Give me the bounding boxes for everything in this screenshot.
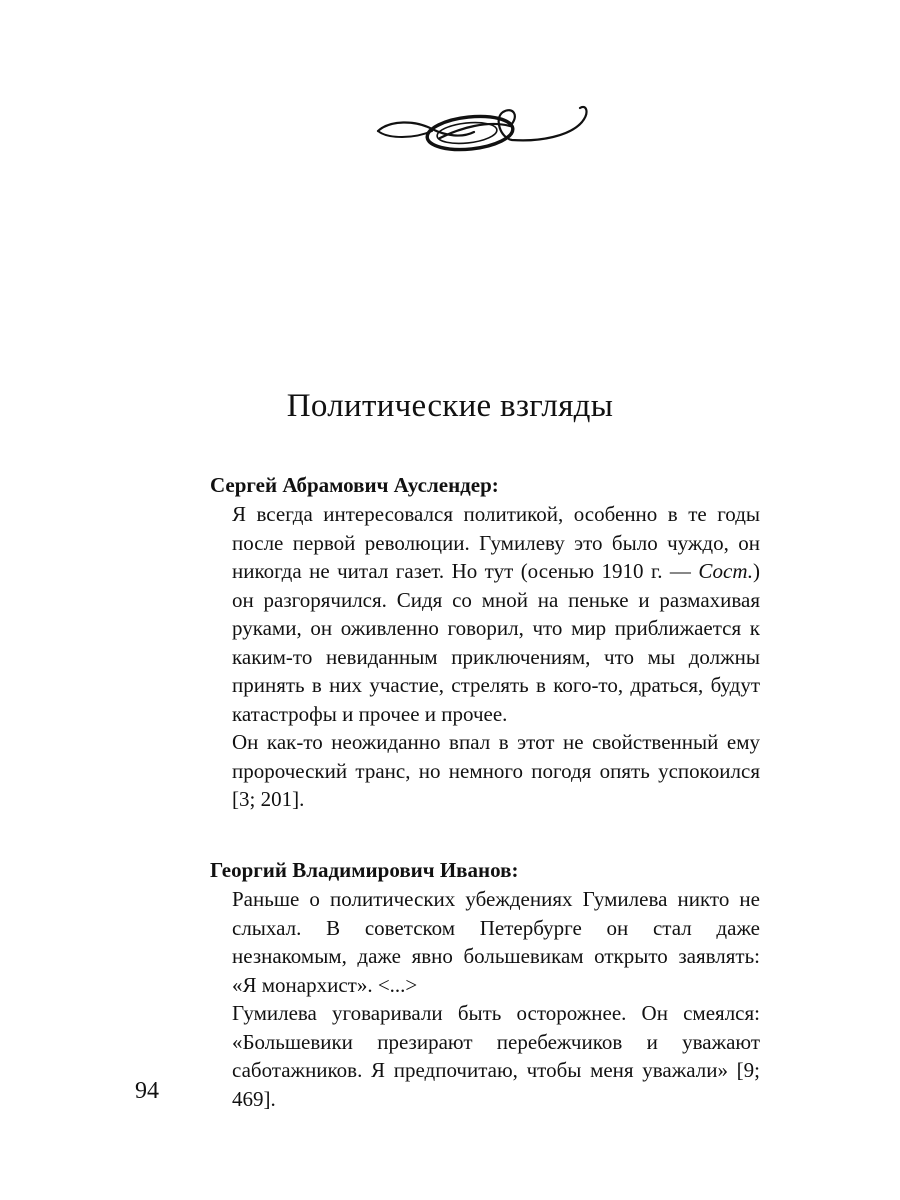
editor-note: Сост. <box>698 559 753 583</box>
speaker-name: Георгий Владимирович Иванов: <box>210 858 519 882</box>
quote-section-auslender <box>210 470 760 814</box>
quote-paragraph: Он как-то неожиданно впал в этот не свойственный ему пророческий транс, но немного погодя опять успокоился [3; 201]. <box>232 730 760 811</box>
quote-text: ) он разгорячился. Сидя со мной на пеньке и размахивая руками, он оживленно говорил, что мир приближается к каким-то невиданным приключениям, что мы должны принять в них участие, стрелять в кого-то, драться, будут катастрофы и прочее и прочее. <box>232 559 760 726</box>
quote-text: Я всегда интересовался политикой, особенно в те годы после первой революции. Гумилеву это было чуждо, он никогда не читал газет. Но тут (осенью 1910 г. — <box>232 502 760 583</box>
chapter-title: Политические взгляды <box>286 388 614 424</box>
speaker-name: Сергей Абрамович Ауслендер: <box>210 473 499 497</box>
quote-section-ivanov <box>210 855 760 1113</box>
quote-paragraph: Гумилева уговаривали быть осторожнее. Он смеялся: «Большевики презирают перебежчиков и уважают саботажников. Я предпочитаю, чтобы меня уважали» [9; 469]. <box>232 1001 760 1111</box>
quote-paragraph: Раньше о политических убеждениях Гумилева никто не слыхал. В советском Петербурге он стал даже незнакомым, даже явно большевикам открыто заявлять: «Я монархист». <...> <box>232 887 760 997</box>
page-number: 94 <box>135 1078 159 1104</box>
quote-paragraph <box>232 500 760 728</box>
flourish-ornament <box>370 98 600 160</box>
